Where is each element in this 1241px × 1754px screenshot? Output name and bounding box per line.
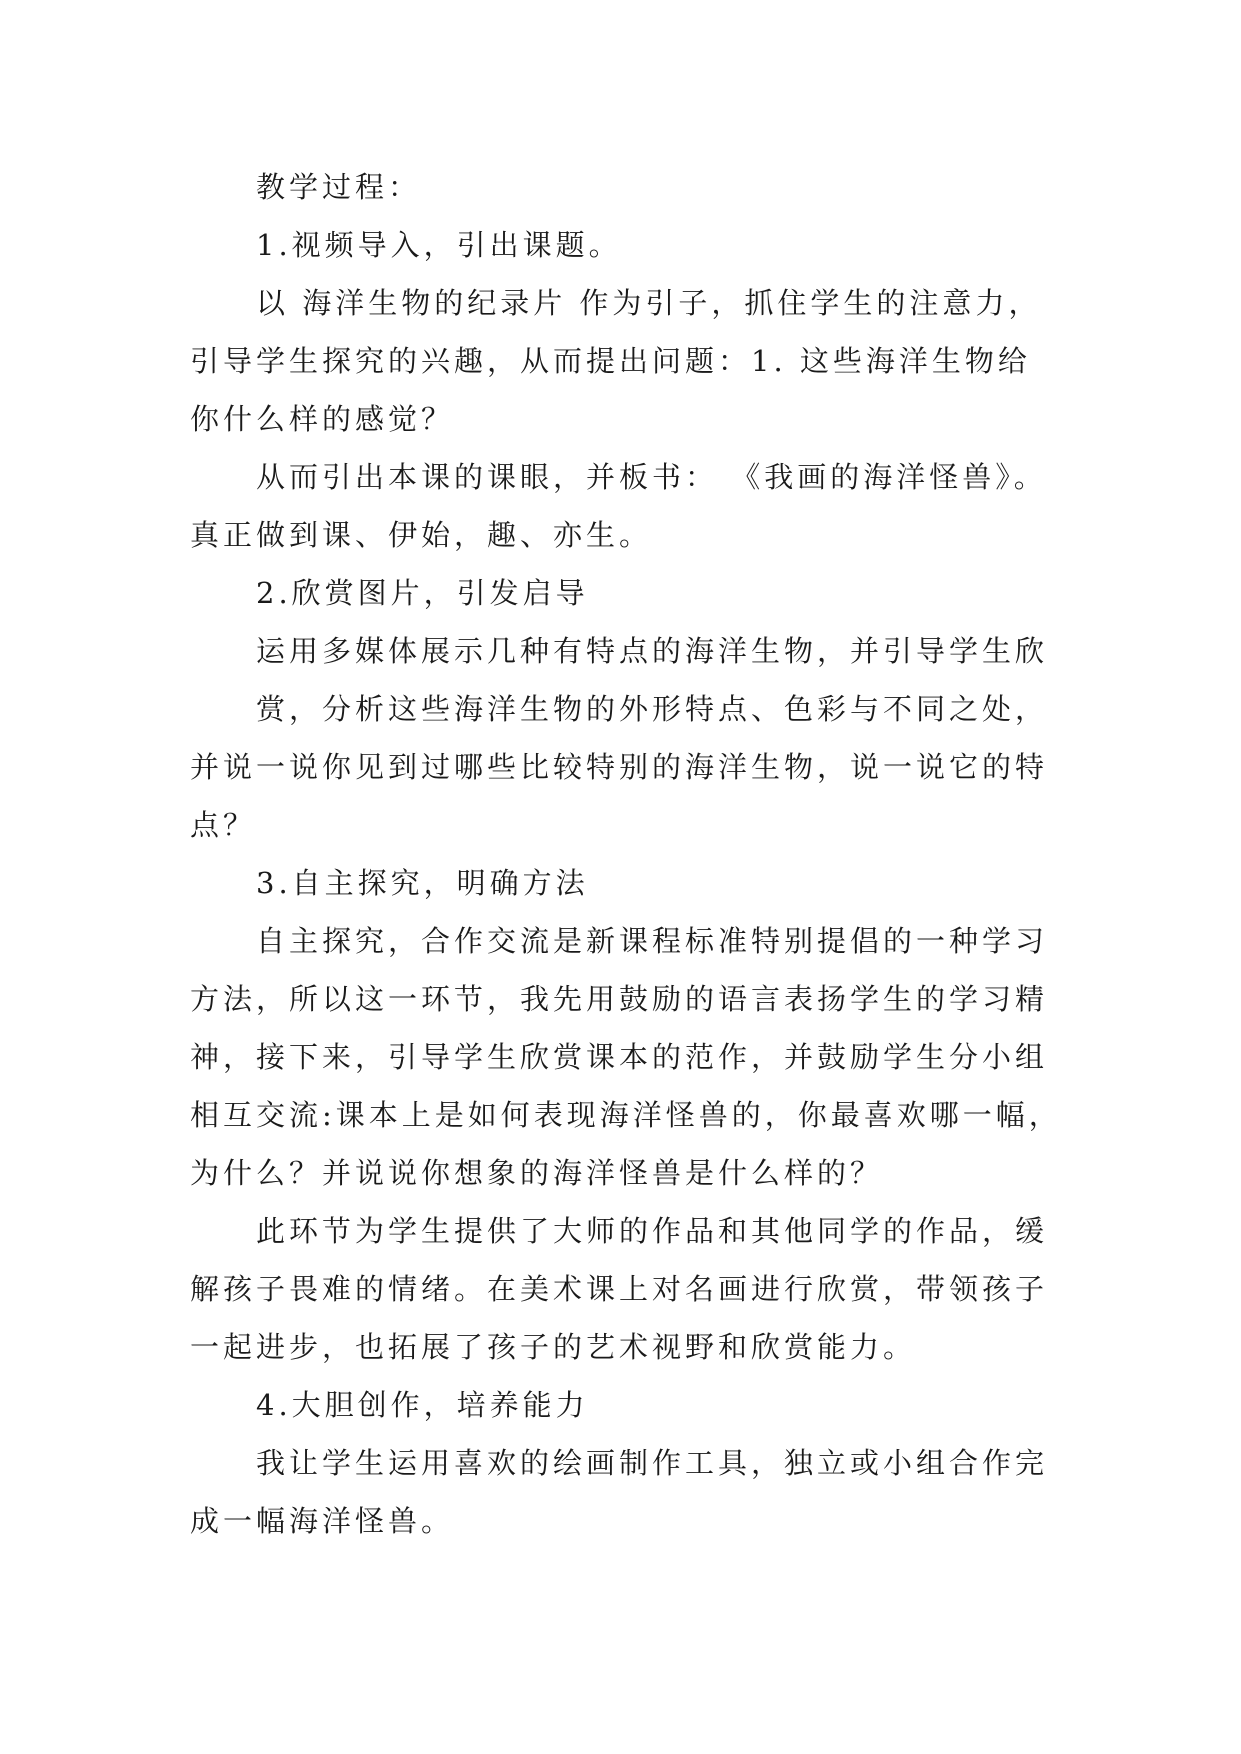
paragraph-line: 我让学生运用喜欢的绘画制作工具，独立或小组合作完 [256,1446,1049,1480]
paragraph-line: 从而引出本课的课眼，并板书： 《我画的海洋怪兽》。 [256,460,1047,494]
paragraph-line: 一起进步，也拓展了孩子的艺术视野和欣赏能力。 [190,1330,917,1364]
paragraph-line: 此环节为学生提供了大师的作品和其他同学的作品，缓 [256,1214,1049,1248]
paragraph-line: 自主探究，合作交流是新课程标准特别提倡的一种学习 [256,924,1049,958]
paragraph-line: 点？ [190,808,257,842]
paragraph-line: 方法，所以这一环节，我先用鼓励的语言表扬学生的学习精 [190,982,1049,1016]
paragraph-line: 神，接下来，引导学生欣赏课本的范作，并鼓励学生分小组 [190,1040,1049,1074]
paragraph-line: 并说一说你见到过哪些比较特别的海洋生物，说一说它的特 [190,750,1049,784]
paragraph-line: 解孩子畏难的情绪。在美术课上对名画进行欣赏，带领孩子 [190,1272,1049,1306]
paragraph-line: 运用多媒体展示几种有特点的海洋生物，并引导学生欣 [256,634,1049,668]
paragraph-line: 相互交流:课本上是如何表现海洋怪兽的，你最喜欢哪一幅， [190,1098,1062,1132]
step-3-heading: 3.自主探究，明确方法 [256,866,589,900]
paragraph-line: 赏，分析这些海洋生物的外形特点、色彩与不同之处， [256,692,1049,726]
section-heading-teaching-process: 教学过程： [256,170,422,204]
paragraph-line: 为什么？并说说你想象的海洋怪兽是什么样的？ [190,1156,884,1190]
paragraph-line: 你什么样的感觉？ [190,402,455,436]
paragraph-line: 引导学生探究的兴趣，从而提出问题：1. 这些海洋生物给 [190,344,1031,378]
step-2-heading: 2.欣赏图片，引发启导 [256,576,589,610]
paragraph-line: 成一幅海洋怪兽。 [190,1504,455,1538]
paragraph-line: 以 海洋生物的纪录片 作为引子，抓住学生的注意力， [256,286,1042,320]
step-4-heading: 4.大胆创作，培养能力 [256,1388,589,1422]
paragraph-line: 真正做到课、伊始，趣、亦生。 [190,518,653,552]
step-1-heading: 1.视频导入，引出课题。 [256,228,622,262]
